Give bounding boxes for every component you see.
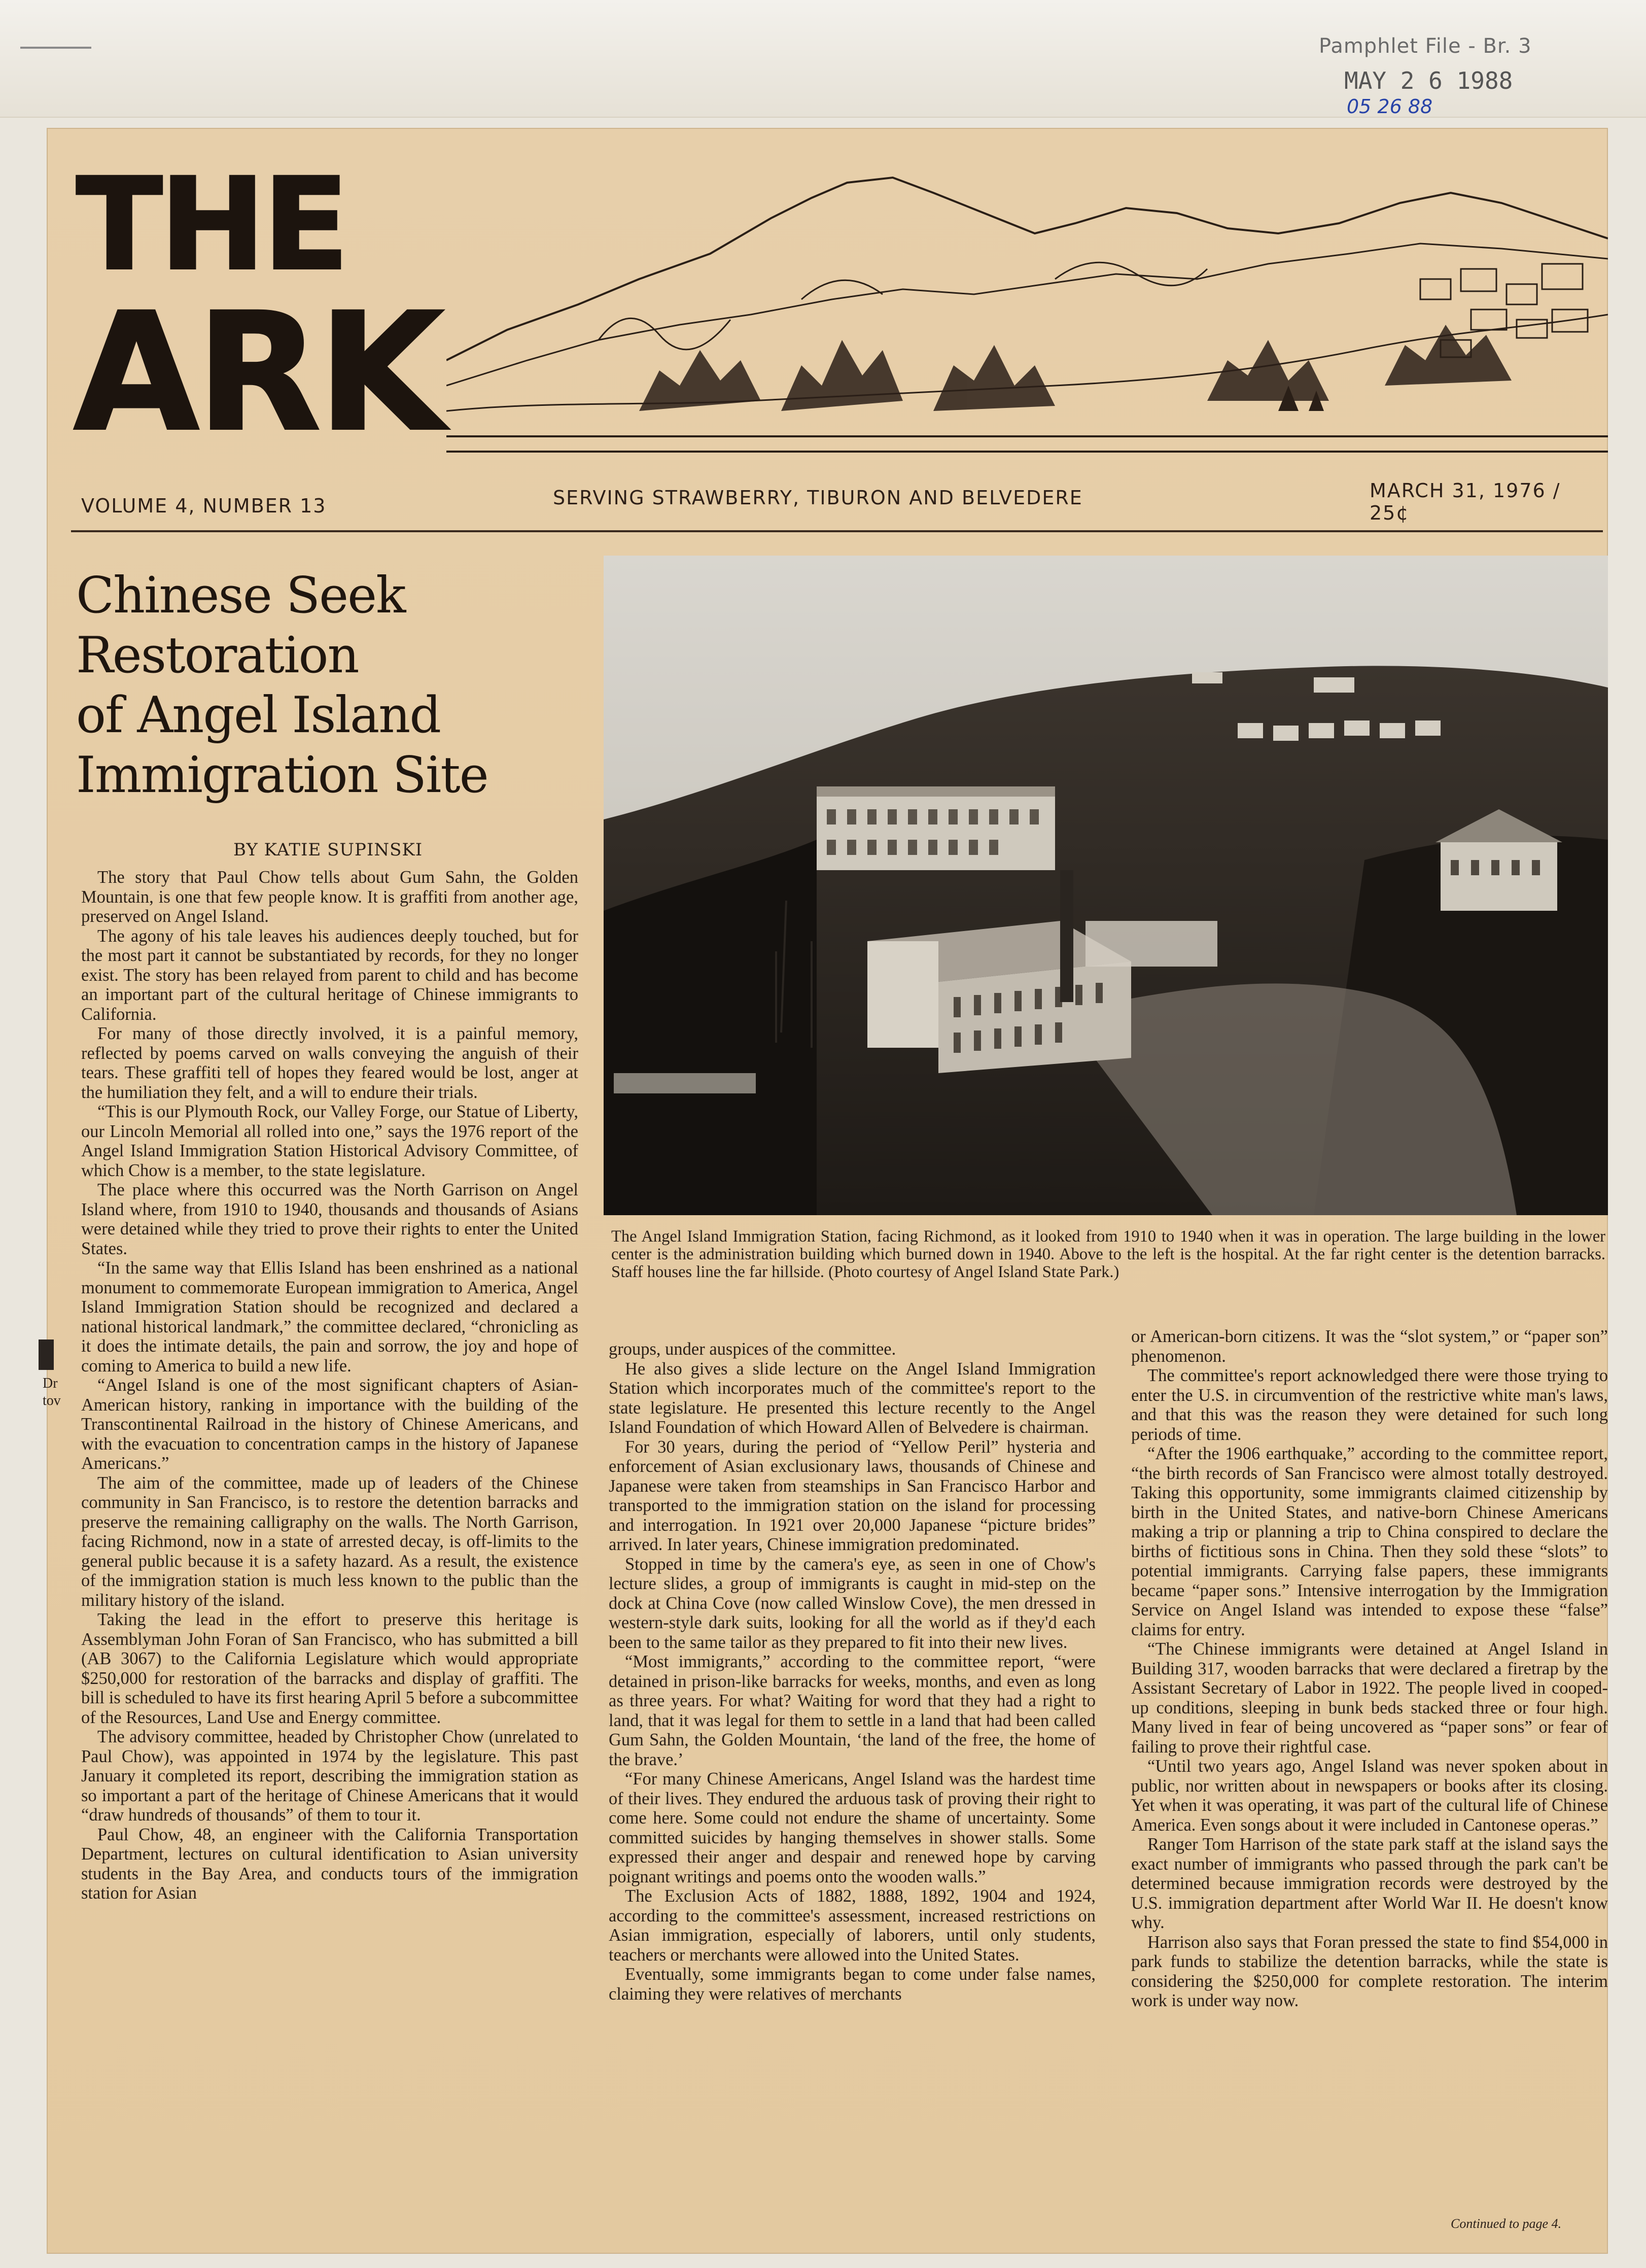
adjacent-fragment-text <box>43 1375 61 1410</box>
byline: BY KATIE SUPINSKI <box>233 840 423 860</box>
volume-number: VOLUME 4, NUMBER 13 <box>81 495 327 517</box>
paragraph: Paul Chow, 48, an engineer with the California Transportation Department, lectures on cultural identification to Asian university students in the Bay Area, and conducts tours of the immigration station for Asian <box>81 1825 578 1903</box>
date-stamp: MAY 2 6 1988 <box>1344 67 1513 94</box>
paragraph: “In the same way that Ellis Island has been enshrined as a national monument to commemorate European immigration to America, Angel Island Immigration Station should be recognized and declared a national historical landmark,” the committee declared, “chronicling as it does the intimate details, the pain and sorrow, the joy and hope of coming to America to build a new life. <box>81 1258 578 1376</box>
paragraph: The agony of his tale leaves his audiences deeply touched, but for the most part it cannot be substantiated by records, for they no longer exist. The story has been relayed from parent to child and has become an important part of the cultural heritage of Chinese immigrants to California. <box>81 926 578 1024</box>
paragraph: “Angel Island is one of the most significant chapters of Asian-American history, ranking in importance with the building of the Transcontinental Railroad in the history of Chinese Americans, and with the evacuation to concentration camps in the history of Japanese Americans.” <box>81 1376 578 1473</box>
paragraph: Stopped in time by the camera's eye, as seen in one of Chow's lecture slides, a group of immigrants is caught in mid-step on the dock at China Cove (now called Winslow Cove), the men dressed in western-style dark suits, looking for all the world as if they'd each been to the same tailor as they prepared to fit into their new lives. <box>609 1554 1096 1652</box>
masthead-rule <box>71 530 1603 532</box>
paragraph: The Exclusion Acts of 1882, 1888, 1892, 1904 and 1924, according to the committee's assessment, increased restrictions on Asian immigration, especially of laborers, until only students, teachers or merchants were allowed into the United States. <box>609 1886 1096 1965</box>
headline-line: Immigration Site <box>76 746 488 804</box>
paragraph: “This is our Plymouth Rock, our Valley Forge, our Statue of Liberty, our Lincoln Memorial all rolled into one,” says the 1976 report of the Angel Island Immigration Station Historical Advisory Committee, of which Chow is a member, to the state legislature. <box>81 1102 578 1180</box>
masthead-title-the: THE <box>76 151 346 298</box>
angel-island-photo <box>604 556 1608 1215</box>
paragraph: “Until two years ago, Angel Island was never spoken about in public, nor written about in newspapers or books after its closing. Yet when it was operating, it was part of the cultural life of Chinese America. Even songs about it were included in Cantonese operas.” <box>1131 1757 1608 1835</box>
paragraph: “After the 1906 earthquake,” according to the committee report, “the birth records of San Francisco were almost totally destroyed. Taking this opportunity, some immigrants claimed citizenship by birth in the United States, and native-born Chinese Americans making a trip or planning a trip to China conspired to declare the births of fictitious sons in China. Then they sold these “slots” to potential immigrants. Carrying false papers, these immigrants became “paper sons.” Intensive interrogation by the Immigration Service on Angel Island was intended to expose these “false” claims for entry. <box>1131 1444 1608 1639</box>
continued-note: Continued to page 4. <box>1451 2216 1562 2231</box>
photo-caption: The Angel Island Immigration Station, facing Richmond, as it looked from 1910 to 1940 when it was in operation. The large building in the lower center is the administration building which burned down in 1940. Above to the left is the hospital. At the far right center is the detention barracks. Staff houses line the far hillside. (Photo courtesy of Angel Island State Park.) <box>611 1227 1605 1281</box>
paragraph: He also gives a slide lecture on the Angel Island Immigration Station which incorporates much of the committee's report to the state legislature. He presented this lecture recently to the Angel Island Foundation of which Howard Allen of Belvedere is chairman. <box>609 1359 1096 1437</box>
paragraph: groups, under auspices of the committee. <box>609 1339 896 1359</box>
paragraph: The advisory committee, headed by Christopher Chow (unrelated to Paul Chow), was appointed in 1974 by the legislature. This past January it completed its report, describing the immigration station as so important a part of the heritage of Chinese Americans that it would “draw hundreds of thousands” of them to tour it. <box>81 1727 578 1825</box>
article-column-2 <box>609 1339 1096 2004</box>
paragraph: Harrison also says that Foran pressed the state to find $54,000 in park funds to stabilize the detention barracks, while the state is considering the $250,000 for complete restoration. The interim work is under way now. <box>1131 1932 1608 2010</box>
fragment-line: tov <box>43 1393 61 1408</box>
masthead-info-strip <box>71 479 1593 524</box>
paragraph: Eventually, some immigrants began to come under false names, claiming they were relatives of merchants <box>609 1965 1096 2004</box>
paragraph: The committee's report acknowledged there were those trying to enter the U.S. in circumvention of the restrictive white man's laws, and that this was the reason they were detained for such long periods of time. <box>1131 1366 1608 1444</box>
article-column-1 <box>81 868 578 1903</box>
paragraph: “For many Chinese Americans, Angel Island was the hardest time of their lives. They endured the arduous task of proving their right to come here. Some could not endure the shame of uncertainty. Some committed suicides by hanging themselves in shower stalls. Some expressed their anger and despair and renewed hope by carving poignant writings and poems onto the wooden walls.” <box>609 1769 1096 1886</box>
paragraph: “The Chinese immigrants were detained at Angel Island in Building 317, wooden barracks that were declared a firetrap by the Assistant Secretary of Labor in 1922. The people lived in cooped-up conditions, sleeping in bunk beds stacked three or four high. Many lived in fear of being uncovered as “paper sons” or fear of failing to prove their rightful case. <box>1131 1639 1608 1757</box>
issue-date-price: MARCH 31, 1976 / 25¢ <box>1370 479 1561 524</box>
masthead-title-ark: ARK <box>74 279 441 467</box>
headline-line: Chinese Seek <box>76 567 405 625</box>
headline-line: Restoration <box>76 627 359 684</box>
paragraph: The place where this occurred was the North Garrison on Angel Island where, from 1910 to 1940, thousands and thousands of Asians were detained while they tried to prove their rights to enter the United States. <box>81 1180 578 1258</box>
paragraph: For 30 years, during the period of “Yellow Peril” hysteria and enforcement of Asian exclusionary laws, thousands of Chinese and Japanese were taken from steamships in San Francisco Harbor and transported to the immigration station on the island for processing and interrogation. In 1921 over 20,000 Japanese “picture brides” arrived. In later years, Chinese immigration predominated. <box>609 1437 1096 1554</box>
paragraph: The story that Paul Chow tells about Gum Sahn, the Golden Mountain, is one that few people know. It is graffiti from another age, preserved on Angel Island. <box>81 868 578 926</box>
article-headline <box>76 566 583 805</box>
article-column-3 <box>1131 1327 1608 2011</box>
paragraph: The aim of the committee, made up of leaders of the Chinese community in San Francisco, is to restore the detention barracks and preserve the remaining calligraphy on the walls. The North Garrison, facing Richmond, now in a state of arrested decay, is off-limits to the general public because it is a safety hazard. As a result, the existence of the immigration station is much less known to the public than the military history of the island. <box>81 1473 578 1610</box>
masthead-landscape-illustration <box>446 147 1608 462</box>
fragment-line: Dr <box>43 1376 58 1391</box>
serving-line: SERVING STRAWBERRY, TIBURON AND BELVEDERE <box>553 487 1083 509</box>
paragraph: For many of those directly involved, it is a painful memory, reflected by poems carved on walls conveying the anguish of their tears. These graffiti tell of hopes they feared would be lost, anger at the humiliation they felt, and a will to endure their trials. <box>81 1024 578 1102</box>
headline-line: of Angel Island <box>76 686 441 744</box>
hospital-building <box>817 786 1055 870</box>
paragraph: “Most immigrants,” according to the committee report, “were detained in prison-like barracks for weeks, months, and even as long as three years. For what? Waiting for word that they had a right to land, that it was legal for them to settle in a land that had been called Gum Sahn, the Golden Mountain, ‘the land of the free, the home of the brave.’ <box>609 1652 1096 1769</box>
pencil-mark <box>20 47 91 49</box>
paragraph: Ranger Tom Harrison of the state park staff at the island says the exact number of immigrants who passed through the park can't be determined because immigration records were destroyed by the U.S. immigration department after World War II. He doesn't know why. <box>1131 1835 1608 1932</box>
handwritten-date: 05 26 88 <box>1347 95 1433 118</box>
paragraph: Taking the lead in the effort to preserve this heritage is Assemblyman John Foran of San Francisco, who has submitted a bill (AB 3067) to the California Legislature which would appropriate $250,000 for restoration of the barracks and display of graffiti. The bill is scheduled to have its first hearing April 5 before a subcommittee of the Resources, Land Use and Energy committee. <box>81 1610 578 1727</box>
paragraph: or American-born citizens. It was the “slot system,” or “paper son” phenomenon. <box>1131 1327 1608 1366</box>
pamphlet-file-stamp: Pamphlet File - Br. 3 <box>1319 35 1532 58</box>
